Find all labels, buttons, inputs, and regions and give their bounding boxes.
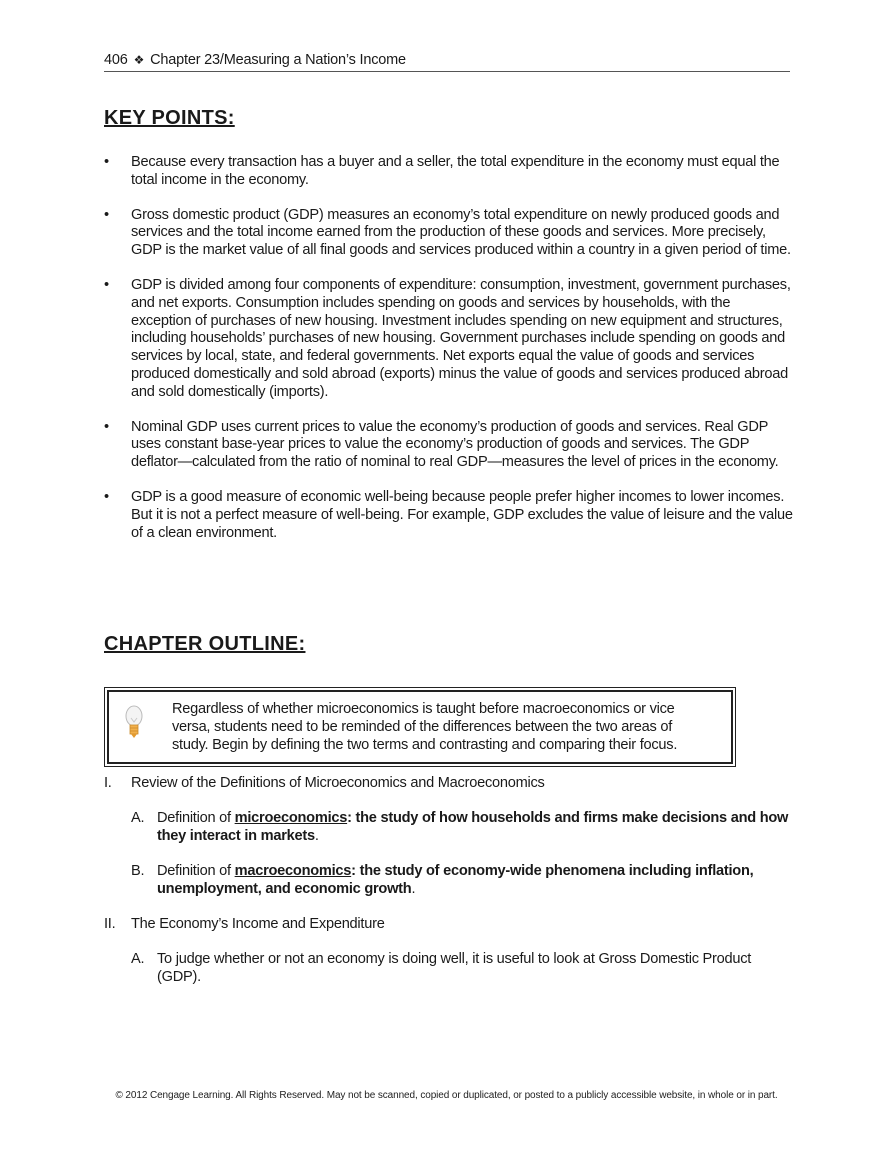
definition-prefix: Definition of xyxy=(157,810,235,826)
definition-end: . xyxy=(314,827,319,844)
teaching-tip-box xyxy=(104,687,736,767)
outline-section-2 xyxy=(104,916,794,934)
outline-number: I. xyxy=(104,775,112,791)
outline-section-1 xyxy=(104,775,794,793)
bullet-dot-icon: • xyxy=(104,206,109,223)
outline-letter: A. xyxy=(131,951,145,967)
page-number: 406 xyxy=(104,52,128,68)
outline-number: II. xyxy=(104,916,116,932)
list-item xyxy=(104,154,794,190)
bullet-dot-icon: • xyxy=(104,418,109,435)
list-item xyxy=(104,419,794,472)
key-point-text: GDP is divided among four components of expenditure: consumption, investment, government purchases, and net exports. Consumption includes spending on goods and services by households, with the exception of purchases of new housing. Investment includes spending on new equipment and structures, including households’ purchases of new housing. Government purchases include spending on goods and services by local, state, and federal governments. Net exports equal the value of goods and services produced domestically and sold abroad (exports) minus the value of goods and services produced abroad and sold domestically (imports). xyxy=(131,276,791,400)
key-term: macroeconomics xyxy=(234,863,352,879)
key-term: microeconomics xyxy=(234,810,348,826)
key-point-text: Nominal GDP uses current prices to value the economy’s production of goods and services. Real GDP uses constant base-year prices to value the economy’s production of goods and services. The GDP deflator—calculated from the ratio of nominal to real GDP—measures the level of prices in the economy. xyxy=(131,418,779,471)
bullet-dot-icon: • xyxy=(104,154,109,170)
bullet-dot-icon: • xyxy=(104,276,109,293)
running-header xyxy=(104,52,790,72)
key-point-text: Because every transaction has a buyer and a seller, the total expenditure in the economy must equal the total income in the economy. xyxy=(131,154,780,188)
outline-item-text: To judge whether or not an economy is doing well, it is useful to look at Gross Domestic Product (GDP). xyxy=(157,951,752,985)
outline-item-1a xyxy=(131,810,791,846)
outline-item-2a xyxy=(131,951,791,987)
teaching-tip-text: Regardless of whether microeconomics is taught before macroeconomics or vice versa, students need to be reminded of the differences between the two areas of study. Begin by defining the two terms and contrasting and comparing their focus. xyxy=(172,701,678,753)
definition-text: : the study of how households and firms make decisions and how they interact in markets xyxy=(157,810,789,844)
chapter-outline-heading: CHAPTER OUTLINE: xyxy=(104,633,306,655)
separator-icon: ❖ xyxy=(133,53,145,67)
definition-text: : the study of economy-wide phenomena including inflation, unemployment, and economic growth xyxy=(157,863,754,897)
bullet-dot-icon: • xyxy=(104,488,109,505)
definition-prefix: Definition of xyxy=(157,863,235,879)
list-item xyxy=(104,277,794,402)
key-point-text: Gross domestic product (GDP) measures an economy’s total expenditure on newly produced goods and services and the total income earned from the production of these goods and services. More precisely, GDP is the market value of all final goods and services produced within a country in a given period of time. xyxy=(131,206,791,259)
chapter-title: Chapter 23/Measuring a Nation’s Income xyxy=(150,52,406,68)
outline-heading: The Economy’s Income and Expenditure xyxy=(131,916,385,932)
list-item xyxy=(104,207,794,260)
copyright-footer: © 2012 Cengage Learning. All Rights Reserved. May not be scanned, copied or duplicated, or posted to a publicly accessible website, in whole or in part. xyxy=(115,1090,778,1101)
outline-heading: Review of the Definitions of Microeconomics and Macroeconomics xyxy=(131,775,545,791)
list-item xyxy=(104,489,794,542)
definition-end: . xyxy=(411,880,416,897)
key-points-list xyxy=(104,154,794,559)
outline-letter: A. xyxy=(131,810,145,826)
outline-letter: B. xyxy=(131,863,145,879)
key-point-text: GDP is a good measure of economic well-being because people prefer higher incomes to lower incomes. But it is not a perfect measure of well-being. For example, GDP excludes the value of leisure and the value of a clean environment. xyxy=(131,488,793,541)
outline-item-1b xyxy=(131,863,791,899)
key-points-heading: KEY POINTS: xyxy=(104,107,235,129)
lightbulb-icon xyxy=(123,704,145,744)
